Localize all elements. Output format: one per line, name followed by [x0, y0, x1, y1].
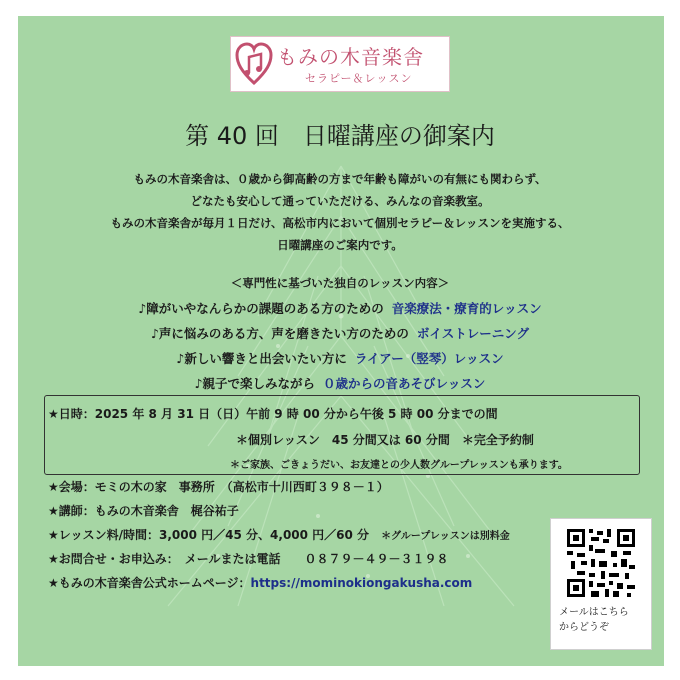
- intro-line: もみの木音楽舎が毎月１日だけ、高松市内において個別セラピー＆レッスンを実施する、: [110, 216, 570, 230]
- lesson-text: ♪親子で楽しみながら: [194, 376, 316, 391]
- intro-line: もみの木音楽舎は、０歳から御高齢の方まで年齢も障がいの有無にも関わらず、: [133, 172, 547, 186]
- fee-main: ★レッスン料/時間：3,000 円／45 分、4,000 円／60 分: [48, 528, 370, 542]
- qr-caption: [559, 605, 629, 635]
- qr-card: [550, 518, 652, 650]
- logo: [230, 36, 450, 92]
- page-title: 第 40 回 日曜講座の御案内: [185, 122, 495, 150]
- heart-note-icon: [235, 41, 273, 87]
- lesson-name: ライアー（竪琴）レッスン: [354, 351, 504, 366]
- homepage-link[interactable]: https://mominokiongakusha.com: [250, 576, 473, 590]
- lesson-text: ♪障がいやなんらかの課題のある方のための: [138, 301, 384, 316]
- lesson-name: ０歳からの音あそびレッスン: [323, 376, 486, 391]
- lesson-name: ボイストレーニング: [416, 326, 530, 341]
- qr-caption-line: メールはこちら: [559, 607, 629, 618]
- contact-info: ★お問合せ・お申込み： メールまたは電話 ０８７９－４９－３１９８: [48, 552, 449, 566]
- lesson-item: [0, 296, 680, 321]
- venue-info: ★会場：モミの木の家 事務所 （高松市十川西町３９８－１）: [48, 480, 389, 494]
- fee-info: [48, 526, 510, 543]
- logo-subtitle: セラピー＆レッスン: [305, 72, 413, 85]
- lesson-name: 音楽療法・療育的レッスン: [391, 301, 542, 316]
- schedule-date: ★日時：2025 年 8 月 31 日（日）午前 9 時 00 分から午後 5 時 00 分までの間: [48, 407, 498, 421]
- instructor-info: ★講師：もみの木音楽舎 梶谷祐子: [48, 504, 239, 518]
- qr-caption-line: からどうぞ: [559, 622, 609, 633]
- intro-text: [0, 168, 680, 256]
- lesson-item: [0, 321, 680, 346]
- intro-line: どなたも安心して通っていただける、みんなの音楽教室。: [190, 194, 490, 208]
- lesson-item: [0, 371, 680, 396]
- lesson-item: [0, 346, 680, 371]
- qr-code-icon[interactable]: [567, 529, 635, 597]
- fee-note: ＊グループレッスンは別料金: [381, 531, 510, 542]
- lessons-heading: ＜専門性に基づいた独自のレッスン内容＞: [230, 276, 450, 290]
- homepage-label: ★もみの木音楽舎公式ホームページ：: [48, 576, 251, 590]
- intro-line: 日曜講座のご案内です。: [277, 238, 403, 252]
- schedule-duration: ＊個別レッスン 45 分間又は 60 分間 ＊完全予約制: [236, 433, 534, 447]
- lesson-list: [0, 296, 680, 396]
- schedule-group-note: ＊ご家族、ごきょうだい、お友達との少人数グループレッスンも承ります。: [230, 460, 568, 471]
- lesson-text: ♪新しい響きと出会いたい方に: [176, 351, 347, 366]
- lesson-text: ♪声に悩みのある方、声を磨きたい方のための: [150, 326, 409, 341]
- logo-title: もみの木音楽舎: [277, 45, 424, 69]
- homepage-info: [48, 574, 472, 591]
